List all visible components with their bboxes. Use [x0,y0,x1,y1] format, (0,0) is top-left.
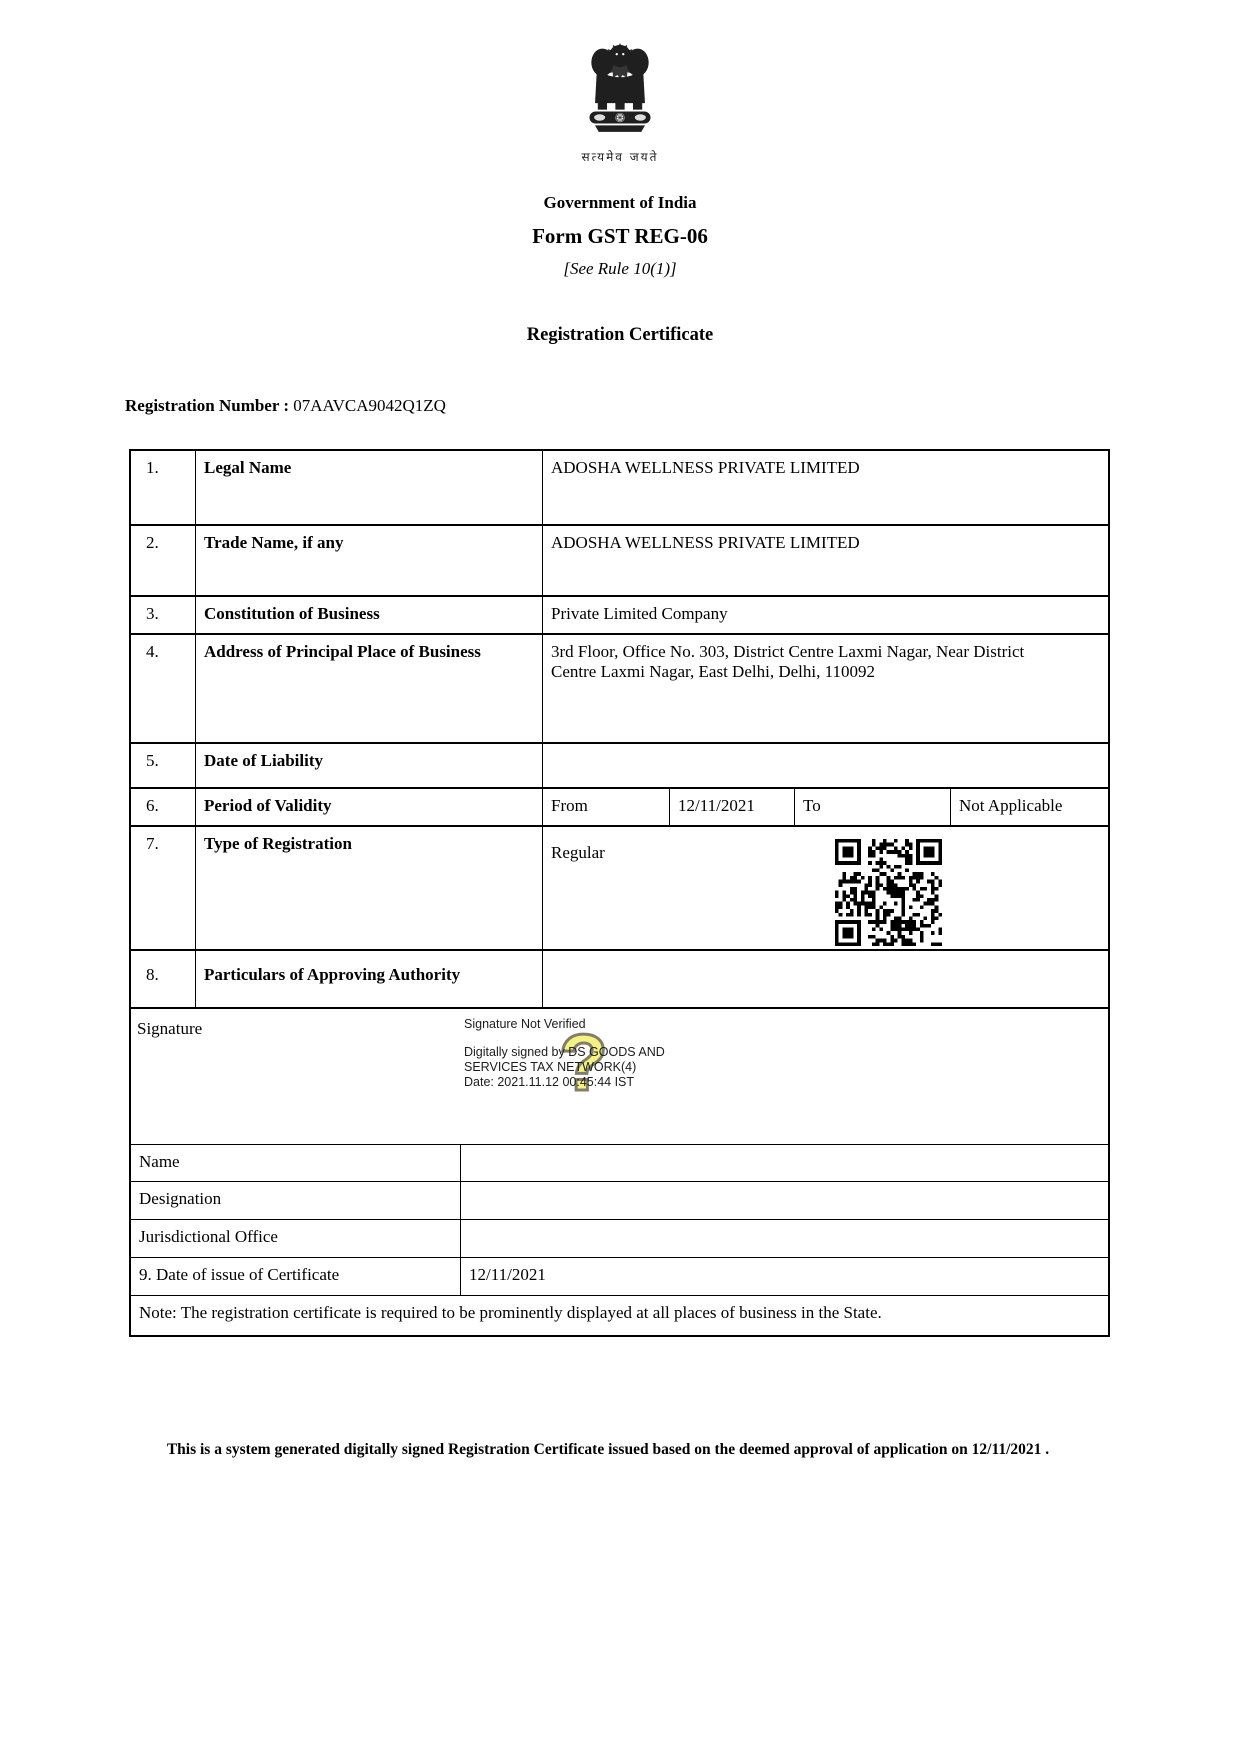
row-label: Jurisdictional Office [139,1227,278,1246]
table-row-legal-name [131,451,1108,524]
row-label: 9. Date of issue of Certificate [139,1265,340,1284]
row-value: ADOSHA WELLNESS PRIVATE LIMITED [542,526,1108,595]
signature-question-mark-icon: ? [559,1018,608,1107]
certificate-title: Registration Certificate [526,325,714,345]
row-label: Designation [139,1189,222,1208]
table-row-designation [131,1181,1108,1219]
row-value: 12/11/2021 [460,1258,1108,1295]
registration-number-label: Registration Number : [125,396,289,415]
validity-to-value: Not Applicable [950,789,1108,825]
registration-number-line [125,396,1240,416]
validity-from-value: 12/11/2021 [669,789,794,825]
row-label: Constitution of Business [195,597,542,633]
digital-signature-block [464,1017,665,1090]
row-number: 2. [146,533,159,552]
table-row-constitution [131,595,1108,633]
row-label: Type of Registration [195,827,542,949]
document-header [0,0,1240,346]
table-row-jurisdictional-office [131,1219,1108,1257]
table-row-date-of-issue [131,1257,1108,1295]
row-value: Private Limited Company [542,597,1108,633]
signature-row [131,1007,1108,1144]
signed-by-line1: Digitally signed by DS GOODS AND [464,1045,665,1059]
table-row-name [131,1144,1108,1181]
signed-by-line2: SERVICES TAX NETWORK(4) [464,1060,637,1074]
row-label: Particulars of Approving Authority [195,951,542,1007]
row-value [542,744,1108,787]
row-label: Period of Validity [195,789,542,825]
row-number: 5. [146,751,159,770]
note-text: Note: The registration certificate is required to be prominently displayed at all places of business in the State. [139,1303,882,1322]
row-value [542,635,1108,742]
row-label: Trade Name, if any [195,526,542,595]
row-value [460,1145,1108,1181]
row-number: 3. [146,604,159,623]
row-number: 7. [146,834,159,853]
row-value [542,951,1108,1007]
form-title: Form GST REG-06 [532,224,708,248]
signature-label: Signature [137,1019,203,1038]
row-label: Legal Name [195,451,542,524]
table-row-note [131,1295,1108,1335]
system-generated-note: This is a system generated digitally signed Registration Certificate issued based on the deemed approval of application on 12/11/2021 . [166,1441,1050,1458]
row-number: 6. [146,796,159,815]
emblem-caption: सत्यमेव जयते [581,150,659,164]
row-label: Address of Principal Place of Business [195,635,542,742]
row-number: 8. [146,965,159,984]
government-title: Government of India [543,193,697,212]
row-label: Name [139,1152,180,1171]
table-row-type-of-registration [131,825,1108,949]
india-emblem-icon [583,42,657,144]
row-label: Date of Liability [195,744,542,787]
rule-reference: [See Rule 10(1)] [563,259,677,278]
table-row-date-of-liability [131,742,1108,787]
validity-from-label: From [542,789,669,825]
row-value [460,1220,1108,1257]
registration-number-value: 07AAVCA9042Q1ZQ [293,396,446,415]
signature-not-verified-text: Signature Not Verified [464,1017,586,1031]
certificate-table [129,449,1110,1337]
row-value: ADOSHA WELLNESS PRIVATE LIMITED [542,451,1108,524]
row-value: Regular [542,827,1108,949]
row-number: 1. [146,458,159,477]
row-number: 4. [146,642,159,661]
row-value [460,1182,1108,1219]
table-row-address [131,633,1108,742]
table-row-trade-name [131,524,1108,595]
qr-code [835,839,942,946]
validity-to-label: To [794,789,950,825]
signature-date-line: Date: 2021.11.12 00:45:44 IST [464,1075,635,1089]
address-text: 3rd Floor, Office No. 303, District Centre Laxmi Nagar, Near District Centre Laxmi Nagar, East Delhi, Delhi, 110092 [551,642,1025,681]
table-row-approving-authority [131,949,1108,1007]
table-row-period-of-validity [131,787,1108,825]
